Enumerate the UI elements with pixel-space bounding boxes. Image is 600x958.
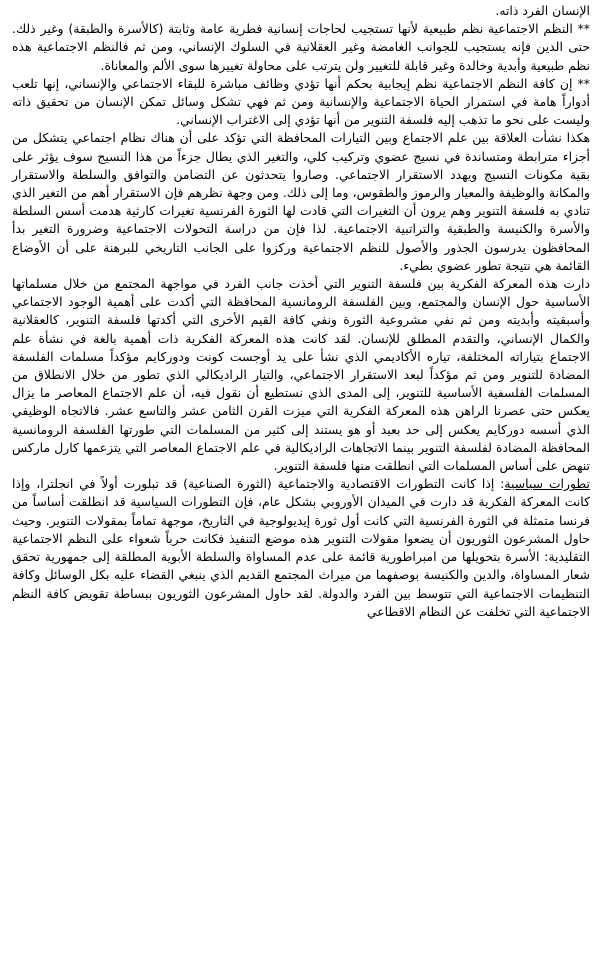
paragraph-6 — [12, 475, 590, 621]
section-heading: تطورات سياسية — [504, 476, 590, 492]
paragraph-2: ** النظم الاجتماعية نظم طبيعية لأنها تستجيب لحاجات إنسانية فطرية عامة وثابتة (كالأسرة والطبقة) وغير ذلك. حتى الدين فإنه يستجيب للجوانب الغامضة وغير العقلانية في السلوك الإنساني، ومن ثم فالنظم الاجتماعية هذه نظم طبيعية وأبدية وخالدة وغير قابلة للتغيير ولن يترتب على محاولة تغييرها سوى الألم والمعاناة. — [12, 21, 590, 73]
paragraph-4: هكذا نشأت العلاقة بين علم الاجتماع وبين التيارات المحافظة التي تؤكد على أن هناك نظام اجتماعي يتشكل من أجزاء مترابطة ومتساندة في نسيج عضوي وتركيب كلي، والتغير الذي يطال جزءاً من هذا النسيج سوف يؤثر على بقية مكونات النسيج ويهدد الاستقرار الاجتماعي. وصاروا يتحدثون عن التضامن والتوافق والسلطة والاستقرار والمكانة والوظيفة والمعيار والرموز والطقوس، وما إلى ذلك. ومن وجهة نظرهم فإن الاستقرار أهم من التغير الذي تنادي به فلسفة التنوير وهم يرون أن التغيرات التي قادت لها الثورة الفرنسية تغيرات كارثية هدمت أسس السلطة والأسرة والكنيسة والطبقية والتراتبية الاجتماعية. لذا فإن من دراسة التحولات الاجتماعية وضرورة التغير بدأ المحافظون يدرسون الجذور والأصول للنظم الاجتماعية وركزوا على الجانب التاريخي للبرهنة على أن الأوضاع القائمة هي نتيجة تطور عضوي بطيء. — [12, 130, 590, 273]
paragraph-5: دارت هذه المعركة الفكرية بين فلسفة التنوير التي أخذت جانب الفرد في مواجهة المجتمع من خلال مسلماتها الأساسية حول الإنسان والمجتمع، وبين الفلسفة الرومانسية المحافظة التي أكدت على أهمية الوجود الاجتماعي وأسبقيته وأبديته ومن ثم نفي مشروعية الثورة ونفي كافة القيم الأخرى التي أكدتها فلسفة التنوير، كالعقلانية والكمال الإنساني، والتقدم المطلق للإنسان. لقد كانت هذه المعركة الفكرية ذات أهمية بالغة في نشأة علم الاجتماع بتياراته المختلفة، تياره الأكاديمي الذي نشأ على يد أوجست كونت ودوركايم مؤكداً مسلمات الفلسفة المضادة للتنوير ومن ثم مؤكداً لبعد الاستقرار الاجتماعي، والتيار الراديكالي الذي تطور من خلال الانطلاق من المسلمات الفلسفية الأساسية للتنوير، إلى المدى الذي نستطيع أن نقول فيه، أن علم الاجتماع المعاصر ما يزال يعكس حتى عصرنا الراهن هذه المعركة الفكرية التي ميزت القرن الثامن عشر والتاسع عشر. فالاتجاه الوظيفي الذي أسسه دوركايم يعكس إلى حد بعيد أو هو يستند إلى كثير من المسلمات التي طورتها الفلسفة الرومانسية المحافظة المضادة لفلسفة التنوير بينما الاتجاهات الراديكالية في علم الاجتماع المعاصر التي يتزعمها كارل ماركس تنهض على أساس المسلمات التي انطلقت منها فلسفة التنوير. — [12, 276, 590, 474]
paragraph-3: ** إن كافة النظم الاجتماعية نظم إيجابية بحكم أنها تؤدي وظائف مباشرة للبقاء الاجتماعي والإنساني، إنها تلعب أدواراً هامة في استمرار الحياة الاجتماعية والإنسانية ومن ثم فهي تشكل وسائل تمكن الإنسان من تحقيق ذاته وليست على نحو ما تذهب إليه فلسفة التنوير من أنها تؤدي إلى الاغتراب الإنساني. — [12, 75, 590, 128]
paragraph-6-text: : إذا كانت التطورات الاقتصادية والاجتماعية (الثورة الصناعية) قد تبلورت أولاً في انجلترا، وإذا كانت المعركة الفكرية قد دارت في الميدان الأوروبي بشكل عام، فإن التطورات السياسية قد انطلقت أساساً من فرنسا متمثلة في الثورة الفرنسية التي كانت أول ثورة إيديولوجية في التاريخ، موجهة تماماً بمقولات التنوير. وحيث حاول المشرعون الثوريون أن يضعوا مقولات التنوير هذه موضع التنفيذ فكانت حرباً شعواء على النظم الاجتماعية التقليدية: الأسرة بتحويلها من امبراطورية قائمة على عدم المساواة والسلطة الأبوية المطلقة إلى جمهورية تحقق شعار المساواة، والدين والكنيسة بوصفهما من ميراث المجتمع القديم الذي ينبغي القضاء عليه بكل الوسائل وكافة التنظيمات الاجتماعية التي تتوسط بين الفرد والدولة. لقد حاول المشرعون الثوريون ببساطة تقويض كافة النظم الاجتماعية التي تخلفت عن النظام الاقطاعي — [12, 476, 590, 619]
paragraph-1: الإنسان الفرد ذاته. — [495, 3, 590, 18]
